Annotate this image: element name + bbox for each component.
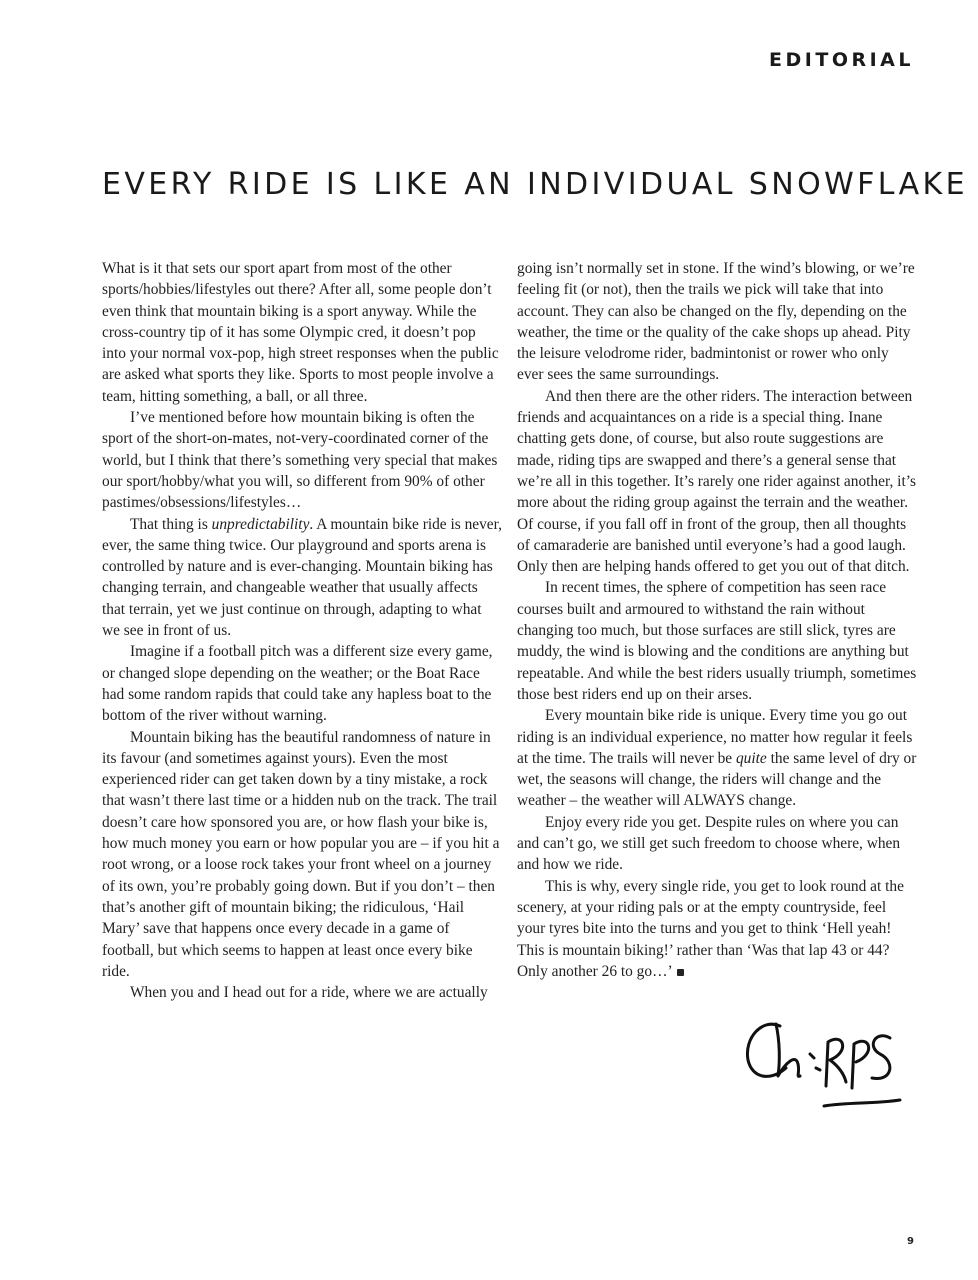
text-span: That thing is	[130, 515, 212, 533]
paragraph	[517, 705, 917, 811]
article-column-right	[517, 258, 917, 982]
article-column-left	[102, 258, 502, 1003]
paragraph: I’ve mentioned before how mountain biking is often the sport of the short-on-mates, not-very-coordinated corner of the world, but I think that there’s something very special that makes our sport/hobby/what you will, so different from 90% of other pastimes/obsessions/lifestyles…	[102, 409, 498, 512]
emphasis-text: quite	[735, 749, 767, 767]
paragraph: What is it that sets our sport apart from most of the other sports/hobbies/lifestyles out there? After all, some people don’t even think that mountain biking is a sport anyway. While the cross-country tip of it has some Olympic cred, it doesn’t pop into your normal vox-pop, high street responses when the public are asked what sports they like. Sports to most people involve a team, hitting something, a ball, or all three.	[102, 260, 499, 405]
paragraph: In recent times, the sphere of competition has seen race courses built and armoured to withstand the rain without changing too much, but those surfaces are still slick, tyres are muddy, the wind is blowing and the conditions are anything but repeatable. And while the best riders usually triumph, sometimes those best riders end up on their arses.	[517, 579, 917, 703]
paragraph: When you and I head out for a ride, where we are actually	[130, 984, 488, 1002]
text-span: Every mountain bike ride is unique. Every time you go out riding is an individual experience, no matter how regular it feels at the time. The trails will never be	[517, 707, 913, 767]
paragraph: Mountain biking has the beautiful randomness of nature in its favour (and sometimes against yours). Even the most experienced rider can get taken down by a tiny mistake, a rock that wasn’t there last time or a hidden nub on the track. The trail doesn’t care how sponsored you are, or how flash your bike is, how much money you earn or how popular you are – if you hit a root wrong, or a loose rock takes your front wheel on a journey of its own, you’re probably going down. But if you don’t – then that’s another gift of mountain biking; the ridiculous, ‘Hail Mary’ save that happens once every decade in a game of football, but which seems to happen at least once every bike ride.	[102, 728, 500, 980]
paragraph: Imagine if a football pitch was a different size every game, or changed slope depending on the weather; or the Boat Race had some random rapids that could take any hapless boat to the bottom of the river without warning.	[102, 643, 493, 725]
article-title: EVERY RIDE IS LIKE AN INDIVIDUAL SNOWFLAKE	[102, 167, 968, 202]
signature	[740, 1012, 910, 1122]
text-span: This is why, every single ride, you get to look round at the scenery, at your riding pals or at the empty countryside, feel your tyres bite into the turns and you get to think ‘Hell yeah! This is mountain biking!’ rather than ‘Was that lap 43 or 44? Only another 26 to go…’	[517, 877, 904, 980]
section-label: EDITORIAL	[769, 49, 914, 71]
paragraph	[102, 514, 502, 642]
text-span: the same level of dry or wet, the seasons will change, the riders will change and the weather – the weather will ALWAYS change.	[517, 749, 917, 810]
paragraph: Enjoy every ride you get. Despite rules on where you can and can’t go, we still get such freedom to choose where, when and how we ride.	[517, 813, 901, 874]
paragraph	[517, 876, 917, 982]
text-span: . A mountain bike ride is never, ever, the same thing twice. Our playground and sports arena is controlled by nature and is ever-changing. Mountain biking has changing terrain, and changeable weather that usually affects that terrain, yet we just continue on through, adapting to what we see in front of us.	[102, 515, 502, 640]
paragraph: going isn’t normally set in stone. If the wind’s blowing, or we’re feeling fit (or not), then the trails we pick will take that into account. They can also be changed on the fly, depending on the weather, the time or the quality of the cake shops up ahead. Pity the leisure velodrome rider, badmintonist or rower who only ever sees the same surroundings.	[517, 260, 915, 384]
paragraph: And then there are the other riders. The interaction between friends and acquaintances on a ride is a special thing. Inane chatting gets done, of course, but also route suggestions are made, riding tips are swapped and there’s a general sense that we’re all in this together. It’s rarely one rider against another, it’s more about the riding group against the terrain and the weather. Of course, if you fall off in front of the group, then all thoughts of camaraderie are banished until everyone’s had a good laugh. Only then are helping hands offered to get you out of that ditch.	[517, 387, 916, 576]
page-number: 9	[907, 1236, 914, 1247]
emphasis-text: unpredictability	[211, 515, 310, 533]
end-mark-icon	[677, 969, 684, 976]
